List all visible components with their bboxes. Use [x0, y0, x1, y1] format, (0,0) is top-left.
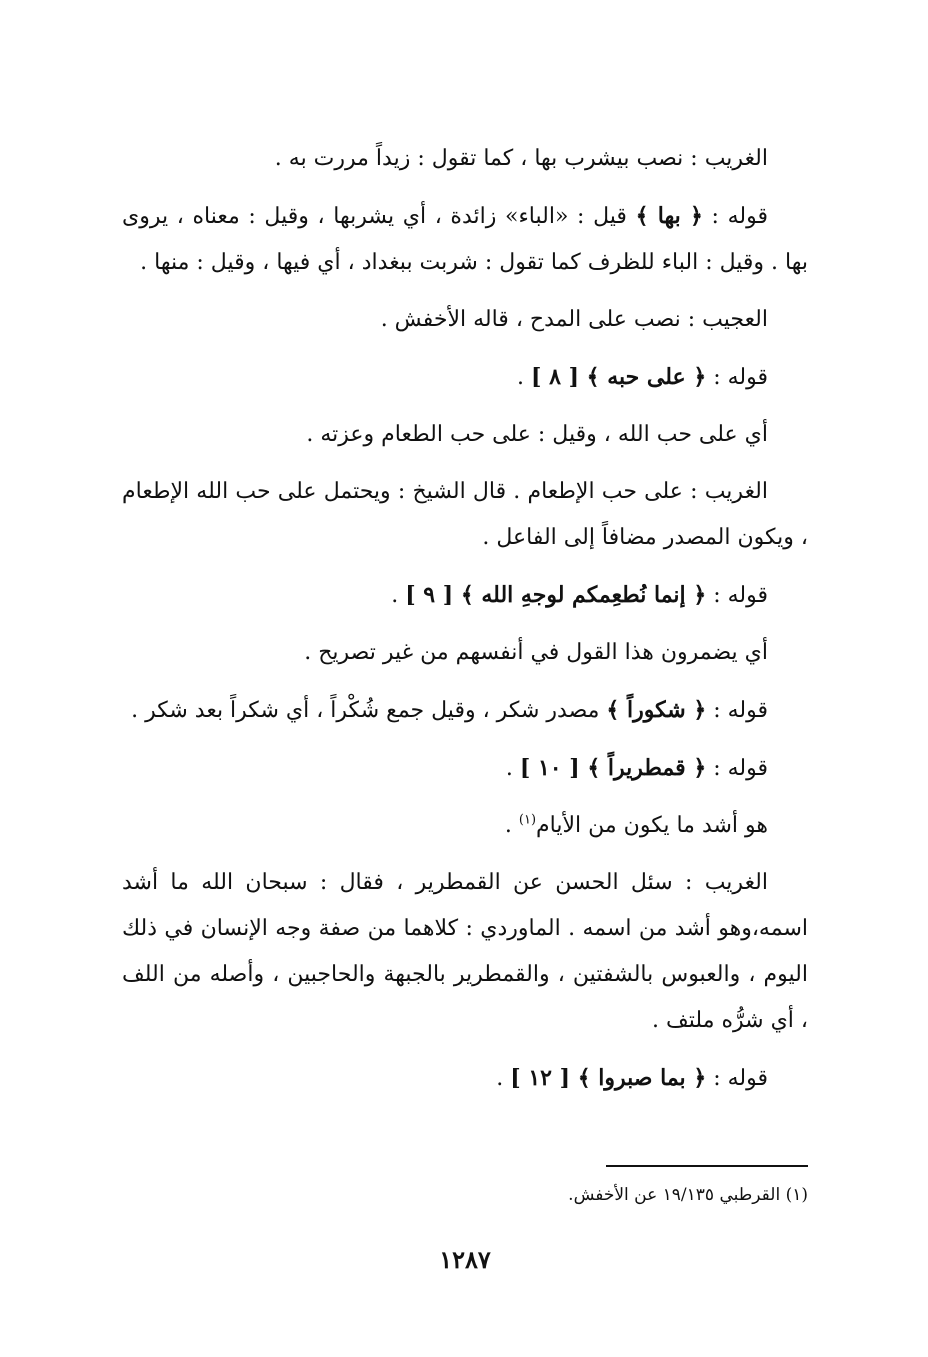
quran-quote: ﴿ بها ﴾ [635, 203, 703, 229]
verse-ref: [ ٩ ] [405, 582, 461, 608]
paragraph-7: قوله : ﴿ إنما نُطعِمكم لوجهِ الله ﴾ [ ٩ ] . [391, 582, 768, 608]
paragraph-1: الغريب : نصب بيشرب بها ، كما تقول : زيداً مررت به . [274, 146, 768, 171]
paragraph-11: هو أشد ما يكون من الأيام$^{(١)}$ . [504, 812, 768, 838]
quran-quote: ﴿ على حبه ﴾ [586, 364, 707, 390]
paragraph-5: أي على حب الله ، وقيل : على حب الطعام وعزته . [306, 422, 768, 447]
paragraph-2: قوله : ﴿ بها ﴾ قيل : «الباء» زائدة ، أي يشربها ، وقيل : معناه ، يروى بها . وقيل : الباء للظرف كما تقول : شربت ببغداد ، أي فيها ، وقيل : منها . [122, 203, 808, 275]
verse-ref: [ ١٢ ] [510, 1065, 578, 1091]
verse-ref: [ ٨ ] [531, 364, 587, 390]
quran-quote: ﴿ بما صبروا ﴾ [577, 1065, 707, 1091]
quran-quote: ﴿ قمطريراً ﴾ [587, 755, 707, 781]
page-body [122, 136, 808, 1113]
paragraph-6: الغريب : على حب الإطعام . قال الشيخ : ويحتمل على حب الله الإطعام ، ويكون المصدر مضافاً إلى الفاعل . [122, 479, 808, 550]
footnote-marker[interactable]: (١) [518, 812, 537, 828]
paragraph-3: العجيب : نصب على المدح ، قاله الأخفش . [380, 307, 768, 332]
verse-ref: [ ١٠ ] [519, 755, 588, 781]
paragraph-4: قوله : ﴿ على حبه ﴾ [ ٨ ] . [517, 364, 768, 390]
page-number: ١٢٨٧ [439, 1245, 491, 1274]
quran-quote: ﴿ إنما نُطعِمكم لوجهِ الله ﴾ [460, 582, 707, 608]
footnote: (١) القرطبي ١٩/١٣٥ عن الأخفش. [568, 1185, 808, 1205]
paragraph-13: قوله : ﴿ بما صبروا ﴾ [ ١٢ ] . [496, 1065, 768, 1091]
paragraph-10: قوله : ﴿ قمطريراً ﴾ [ ١٠ ] . [505, 755, 768, 781]
paragraph-8: أي يضمرون هذا القول في أنفسهم من غير تصريح . [304, 640, 768, 665]
paragraph-9: قوله : ﴿ شكوراً ﴾ مصدر شكر ، وقيل جمع شُكْراً ، أي شكراً بعد شكر . [131, 697, 768, 723]
quran-quote: ﴿ شكوراً ﴾ [606, 697, 707, 723]
footnote-divider [606, 1165, 808, 1167]
paragraph-12: الغريب : سئل الحسن عن القمطرير ، فقال : سبحان الله ما أشد اسمه،وهو أشد من اسمه . الماوردي : كلاهما من صفة وجه الإنسان في ذلك اليوم ، والعبوس بالشفتين ، والقمطرير بالجبهة والحاجبين ، وأصله من اللف ، أي شرُّه ملتف . [122, 870, 808, 1033]
